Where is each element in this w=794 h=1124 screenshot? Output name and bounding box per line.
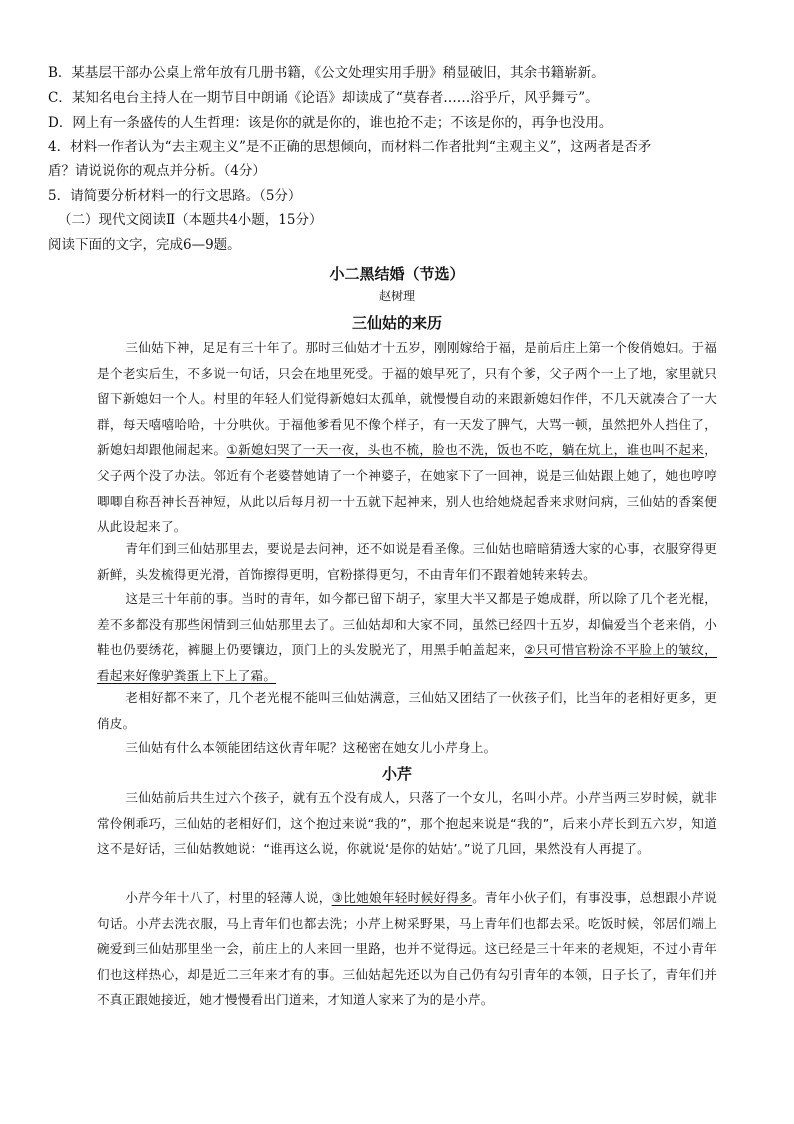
paragraph-1: 三仙姑下神，足足有三十年了。那时三仙姑才十五岁，刚刚嫁给于福，是前后庄上第一个俊俏媳妇。于福是个老实后生，不多说一句话，只会在地里死受。于福的娘早死了，只有个爹，父子两个一上了地，家里就只留下新媳妇一个人。村里的年轻人们觉得新媳妇太孤单，就慢慢自动的来跟新媳妇作伴，不几天就凑合了一大群，每天嘻嘻哈哈，十分哄伙。于福他爹看见不像个样子，有一天发了脾气，大骂一顿，虽然把外人挡住了，新媳妇却跟他闹起来。①新媳妇哭了一天一夜，头也不梳，脸也不洗，饭也不吃，躺在炕上，谁也叫不起来，父子两个没了办法。邻近有个老婆替她请了一个神婆子，在她家下了一回神，说是三仙姑跟上她了，她也哼哼唧唧自称吾神长吾神短，从此以后每月初一十五就下起神来，别人也给她烧起香来求财问病，三仙姑的香案便从此设起来了。: [97, 340, 717, 535]
paragraph-2: 青年们到三仙姑那里去，要说是去问神，还不如说是看圣像。三仙姑也暗暗猜透大家的心事，衣服穿得更新鲜，头发梳得更光滑，首饰擦得更明，官粉搽得更匀，不由青年们不跟着她转来转去。: [97, 541, 717, 582]
paragraph-3: 这是三十年前的事。当时的青年，如今都已留下胡子，家里大半又都是子媳成群，所以除了几个老光棍，差不多都没有那些闲情到三仙姑那里去了。三仙姑却和大家不同，虽然已经四十五岁，却偏爱当个老来俏，小鞋也仍要绣花，裤腿上仍要镶边，顶门上的头发脱光了，用黑手帕盖起来，②只可惜官粉涂不平脸上的皱纹，看起来好像驴粪蛋上下上了霜。: [97, 591, 717, 683]
article-title: 小二黑结婚（节选）: [329, 265, 465, 283]
underline-sentence-3: ③比她娘年轻时候好得多: [331, 890, 473, 905]
paragraph-5: 三仙姑有什么本领能团结这伙青年呢？这秘密在她女儿小芹身上。: [125, 740, 497, 755]
section-heading-xiaoqin: 小芹: [381, 765, 412, 783]
question-4-line-1: 4．材料一作者认为“去主观主义”是不正确的思想倾向，而材料二作者批判“主观主义”，这两者是否矛: [48, 139, 652, 155]
question-4-line-2: 盾？请说说你的观点并分析。（4分）: [48, 163, 266, 179]
option-d: D．网上有一条盛传的人生哲理：该是你的就是你的，谁也抢不走；不该是你的，再争也没用。: [48, 115, 613, 131]
underline-sentence-2: ②只可惜官粉涂不平脸上的皱纹，看起来好像驴粪蛋上下上了霜。: [97, 642, 717, 683]
option-b: B．某基层干部办公桌上常年放有几册书籍，《公文处理实用手册》稍显破旧，其余书籍崭新。: [48, 65, 605, 81]
underline-sentence-1: ①新媳妇哭了一天一夜，头也不梳，脸也不洗，饭也不吃，躺在炕上，谁也叫不起来: [226, 442, 705, 458]
paragraph-7: 小芹今年十八了，村里的轻薄人说，③比她娘年轻时候好得多。青年小伙子们，有事没事，总想跟小芹说句话。小芹去洗衣服，马上青年们也都去洗；小芹上树采野果，马上青年们也都去采。吃饭时候，邻居们端上碗爱到三仙姑那里坐一会，前庄上的人来回一里路，也并不觉得远。这已经是三十年来的老规矩，不过小青年们也这样热心，却是近二三年来才有的事。三仙姑起先还以为自己仍有勾引青年的本领，日子长了，青年们并不真正跟她接近，她才慢慢看出门道来，才知道人家来了为的是小芹。: [97, 890, 717, 1008]
section-heading-origin: 三仙姑的来历: [351, 314, 442, 332]
reading-instruction: 阅读下面的文字，完成6—9题。: [48, 237, 241, 253]
option-c: C．某知名电台主持人在一期节目中朗诵《论语》却读成了“莫春者……浴乎斤，风乎舞亏”。: [48, 90, 599, 106]
article-author: 赵树理: [378, 289, 415, 303]
paragraph-4: 老相好都不来了，几个老光棍不能叫三仙姑满意，三仙姑又团结了一伙孩子们，比当年的老相好更多，更俏皮。: [97, 690, 717, 731]
paragraph-6: 三仙姑前后共生过六个孩子，就有五个没有成人，只落了一个女儿，名叫小芹。小芹当两三岁时候，就非常伶俐乖巧，三仙姑的老相好们，这个抱过来说“我的”，那个抱起来说是“我的”，后来小芹长到五六岁，知道这不是好话，三仙姑教她说：“谁再这么说，你就说‘是你的姑姑’。”说了几回，果然没有人再提了。: [97, 790, 717, 857]
section-2-heading: （二）现代文阅读Ⅱ（本题共4小题，15分）: [58, 212, 323, 228]
question-5: 5．请简要分析材料一的行文思路。（5分）: [48, 188, 302, 204]
